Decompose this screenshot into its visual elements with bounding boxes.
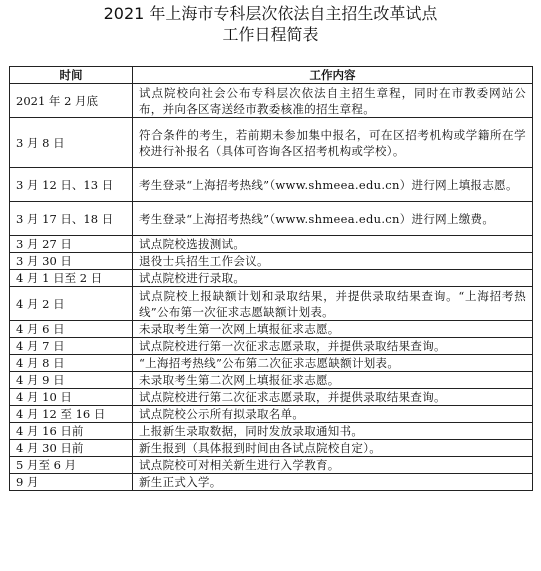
table-row	[10, 355, 533, 372]
row-content: 考生登录“上海招考热线”（www.shmeea.edu.cn）进行网上缴费。	[133, 202, 533, 236]
table-row	[10, 440, 533, 457]
table-row	[10, 474, 533, 491]
document-title-line1: 2021 年上海市专科层次依法自主招生改革试点	[103, 4, 438, 23]
row-content: 试点院校进行第二次征求志愿录取，并提供录取结果查询。	[133, 389, 533, 406]
schedule-table	[9, 66, 533, 491]
row-date: 4 月 8 日	[10, 355, 133, 372]
row-content: 符合条件的考生，若前期未参加集中报名，可在区招考机构或学籍所在学校进行补报名（具体可咨询各区招考机构或学校）。	[133, 118, 533, 168]
row-content: 考生登录“上海招考热线”（www.shmeea.edu.cn）进行网上填报志愿。	[133, 168, 533, 202]
table-row	[10, 457, 533, 474]
row-date: 4 月 16 日前	[10, 423, 133, 440]
table-row	[10, 270, 533, 287]
table-row	[10, 423, 533, 440]
row-date: 4 月 9 日	[10, 372, 133, 389]
table-row	[10, 406, 533, 423]
row-date: 4 月 30 日前	[10, 440, 133, 457]
table-row	[10, 84, 533, 118]
row-content: 新生正式入学。	[133, 474, 533, 491]
header-content: 工作内容	[133, 67, 533, 84]
table-row	[10, 236, 533, 253]
row-date: 5 月至 6 月	[10, 457, 133, 474]
row-date: 4 月 12 至 16 日	[10, 406, 133, 423]
document-title-line2: 工作日程简表	[222, 25, 319, 44]
row-content: 试点院校选拔测试。	[133, 236, 533, 253]
row-content: 退役士兵招生工作会议。	[133, 253, 533, 270]
row-content: 试点院校公示所有拟录取名单。	[133, 406, 533, 423]
row-date: 3 月 12 日、13 日	[10, 168, 133, 202]
row-date: 9 月	[10, 474, 133, 491]
row-date: 3 月 17 日、18 日	[10, 202, 133, 236]
table-row	[10, 202, 533, 236]
row-content: 试点院校进行录取。	[133, 270, 533, 287]
row-date: 4 月 6 日	[10, 321, 133, 338]
table-row	[10, 253, 533, 270]
row-date: 2021 年 2 月底	[10, 84, 133, 118]
table-row	[10, 389, 533, 406]
table-row	[10, 287, 533, 321]
row-date: 4 月 7 日	[10, 338, 133, 355]
table-row	[10, 321, 533, 338]
row-date: 4 月 10 日	[10, 389, 133, 406]
table-row	[10, 372, 533, 389]
row-date: 3 月 27 日	[10, 236, 133, 253]
row-date: 3 月 30 日	[10, 253, 133, 270]
row-content: “上海招考热线”公布第二次征求志愿缺额计划表。	[133, 355, 533, 372]
row-date: 4 月 2 日	[10, 287, 133, 321]
row-content: 未录取考生第一次网上填报征求志愿。	[133, 321, 533, 338]
row-content: 试点院校可对相关新生进行入学教育。	[133, 457, 533, 474]
table-row	[10, 338, 533, 355]
table-header-row	[10, 67, 533, 84]
row-content: 试点院校进行第一次征求志愿录取，并提供录取结果查询。	[133, 338, 533, 355]
row-date: 3 月 8 日	[10, 118, 133, 168]
table-row	[10, 118, 533, 168]
row-date: 4 月 1 日至 2 日	[10, 270, 133, 287]
row-content: 未录取考生第二次网上填报征求志愿。	[133, 372, 533, 389]
header-time: 时间	[10, 67, 133, 84]
row-content: 新生报到（具体报到时间由各试点院校自定）。	[133, 440, 533, 457]
row-content: 试点院校上报缺额计划和录取结果，并提供录取结果查询。“上海招考热线”公布第一次征求志愿缺额计划表。	[133, 287, 533, 321]
table-row	[10, 168, 533, 202]
row-content: 上报新生录取数据，同时发放录取通知书。	[133, 423, 533, 440]
row-content: 试点院校向社会公布专科层次依法自主招生章程，同时在市教委网站公布，并向各区寄送经市教委核准的招生章程。	[133, 84, 533, 118]
